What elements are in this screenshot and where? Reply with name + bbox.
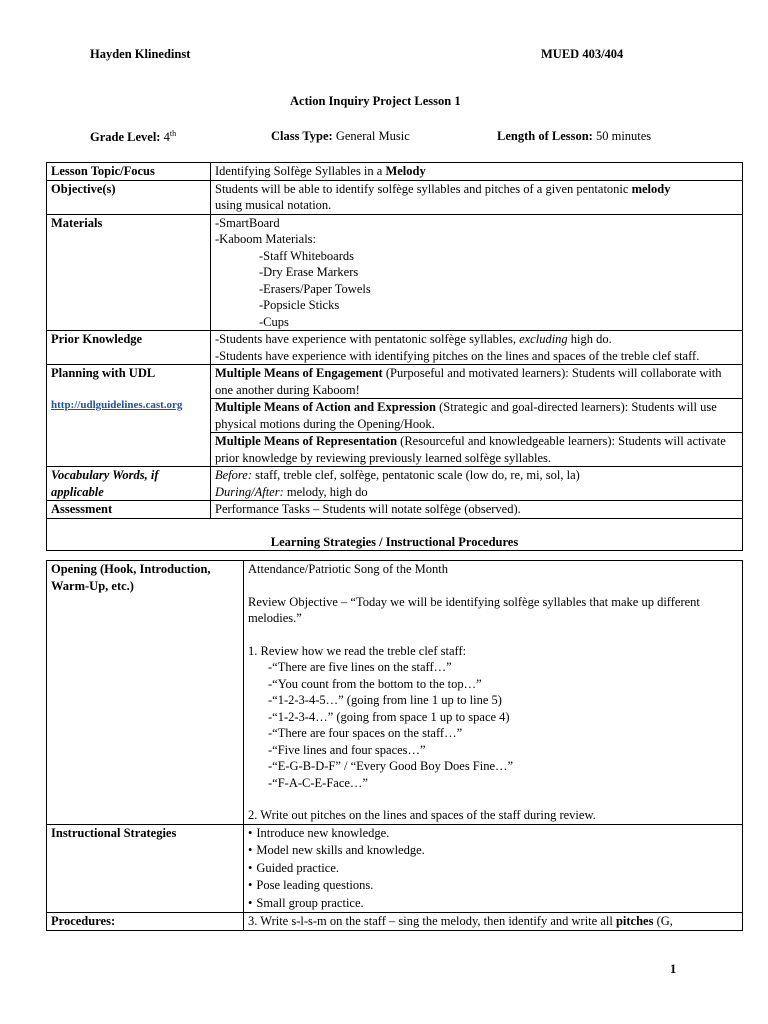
vocab-after-label: During/After: — [215, 484, 284, 499]
opening-step: 1. Review how we read the treble clef staff: — [248, 643, 467, 658]
opening-quote: -“You count from the bottom to the top…” — [268, 676, 482, 691]
opening-quote: -“E-G-B-D-F” / “Every Good Boy Does Fine…” — [268, 759, 514, 773]
opening-line: Attendance/Patriotic Song of the Month — [248, 562, 448, 576]
prior-knowledge-label: Prior Knowledge — [47, 331, 211, 365]
table-row-instructional-strategies — [47, 824, 743, 913]
vocab-after-text: melody, high do — [283, 484, 368, 499]
udl-action-text: (Strategic and goal-directed learners): Students will use physical motions during the Opening/Hook. — [215, 400, 717, 431]
opening-quote: -“There are five lines on the staff…” — [268, 660, 452, 674]
procedures-text: 3. Write s-l-s-m on the staff – sing the melody, then identify and write all — [248, 914, 616, 928]
materials-subitem: -Dry Erase Markers — [259, 265, 359, 279]
opening-step: 2. Write out pitches on the lines and spaces of the staff during review. — [248, 808, 596, 822]
objective-bold: melody — [631, 181, 671, 196]
prior-emphasis: excluding — [519, 332, 568, 346]
table-row-procedures — [47, 913, 743, 931]
materials-label: Materials — [47, 214, 211, 331]
grade-level-suffix: th — [169, 129, 177, 138]
table-row-opening — [47, 561, 743, 825]
procedures-bold: pitches — [615, 914, 654, 928]
grade-level — [90, 129, 176, 145]
procedures-tail: (G, — [653, 914, 673, 928]
objective-cell — [211, 180, 743, 214]
materials-subitem: -Staff Whiteboards — [259, 248, 355, 263]
procedures-table — [46, 560, 743, 931]
strategy-item: • Guided practice. — [248, 860, 738, 878]
materials-item: -SmartBoard — [215, 215, 280, 230]
table-row-strategies-heading — [47, 518, 743, 551]
vocab-before-label: Before: — [215, 468, 253, 482]
prior-knowledge-line: -Students have experience with identifying pitches on the lines and spaces of the treble clef staff. — [215, 348, 700, 363]
strategies-label: Instructional Strategies — [47, 824, 244, 913]
table-row-assessment — [47, 501, 743, 519]
opening-cell — [244, 561, 743, 825]
prior-knowledge-line — [215, 331, 738, 348]
udl-label: Planning with UDL — [51, 366, 156, 380]
table-row-prior-knowledge — [47, 331, 743, 365]
materials-subitem: -Erasers/Paper Towels — [259, 281, 371, 296]
procedures-cell — [244, 913, 743, 931]
udl-engagement-text: (Purposeful and motivated learners): Students will collaborate with one another during Kaboom! — [215, 366, 722, 397]
class-type-label: Class Type: — [271, 129, 333, 143]
table-row-vocabulary — [47, 467, 743, 501]
udl-label-cell — [47, 365, 211, 467]
udl-engagement — [211, 365, 743, 399]
table-row-udl-1 — [47, 365, 743, 399]
prior-text: -Students have experience with pentatonic solfège syllables, — [215, 332, 520, 346]
course-code: MUED 403/404 — [541, 47, 624, 61]
strategy-item: • Pose leading questions. — [248, 877, 738, 895]
opening-quote: -“F-A-C-E-Face…” — [268, 775, 368, 790]
page-number: 1 — [670, 962, 677, 976]
opening-label: Opening (Hook, Introduction, Warm-Up, etc.) — [47, 561, 244, 825]
prior-knowledge-cell — [211, 331, 743, 365]
topic-bold: Melody — [385, 164, 426, 178]
vocabulary-label: Vocabulary Words, if applicable — [47, 467, 211, 501]
udl-representation — [211, 433, 743, 467]
assessment-text: Performance Tasks – Students will notate solfège (observed). — [211, 501, 743, 519]
assessment-label: Assessment — [47, 501, 211, 519]
udl-representation-text: (Resourceful and knowledgeable learners): Students will activate prior knowledge by reviewing previously learned solfège syllables. — [215, 434, 726, 465]
class-type-value: General Music — [335, 129, 410, 143]
materials-item: -Kaboom Materials: — [215, 232, 317, 246]
vocab-before-text: staff, treble clef, solfège, pentatonic scale (low do, re, mi, sol, la) — [252, 468, 580, 482]
table-row-topic — [47, 163, 743, 181]
topic-label: Lesson Topic/Focus — [47, 163, 211, 181]
udl-engagement-title: Multiple Means of Engagement — [215, 366, 383, 380]
objective-text2: using musical notation. — [215, 198, 332, 212]
strategy-item: • Small group practice. — [248, 895, 738, 913]
strategies-cell — [244, 824, 743, 913]
objective-text: Students will be able to identify solfège syllables and pitches of a given pentatonic — [215, 181, 632, 196]
table-row-materials — [47, 214, 743, 331]
materials-cell — [211, 214, 743, 331]
strategy-item: • Model new skills and knowledge. — [248, 842, 738, 860]
lesson-length-label: Length of Lesson: — [497, 129, 593, 143]
author-name: Hayden Klinedinst — [90, 47, 191, 61]
udl-action-expression — [211, 399, 743, 433]
topic-text: Identifying Solfège Syllables in a — [215, 164, 386, 178]
grade-level-value: 4 — [163, 130, 170, 145]
materials-subitem: -Cups — [259, 314, 289, 329]
class-type — [271, 129, 410, 144]
objective-label: Objective(s) — [47, 180, 211, 214]
udl-representation-title: Multiple Means of Representation — [215, 434, 398, 448]
opening-review: Review Objective – “Today we will be identifying solfège syllables that make up different melodies.” — [248, 594, 700, 625]
opening-quote: -“1-2-3-4…” (going from space 1 up to space 4) — [268, 709, 510, 724]
grade-level-label: Grade Level: — [90, 130, 161, 145]
opening-quote: -“Five lines and four spaces…” — [268, 742, 426, 757]
strategy-item: • Introduce new knowledge. — [248, 825, 738, 843]
table-row-objective — [47, 180, 743, 214]
opening-quote: -“There are four spaces on the staff…” — [268, 726, 463, 740]
lesson-plan-table — [46, 162, 743, 551]
topic-cell — [211, 163, 743, 181]
udl-guidelines-link[interactable]: http://udlguidelines.cast.org — [51, 398, 183, 411]
lesson-length — [497, 129, 651, 144]
opening-quote: -“1-2-3-4-5…” (going from line 1 up to line 5) — [268, 693, 502, 707]
prior-text-end: high do. — [567, 332, 612, 346]
lesson-length-value: 50 minutes — [595, 129, 652, 143]
vocabulary-cell — [211, 467, 743, 501]
udl-action-title: Multiple Means of Action and Expression — [215, 400, 436, 414]
procedures-label: Procedures: — [47, 913, 244, 931]
document-title: Action Inquiry Project Lesson 1 — [290, 94, 461, 108]
materials-subitem: -Popsicle Sticks — [259, 298, 340, 312]
strategies-heading: Learning Strategies / Instructional Procedures — [47, 518, 743, 551]
